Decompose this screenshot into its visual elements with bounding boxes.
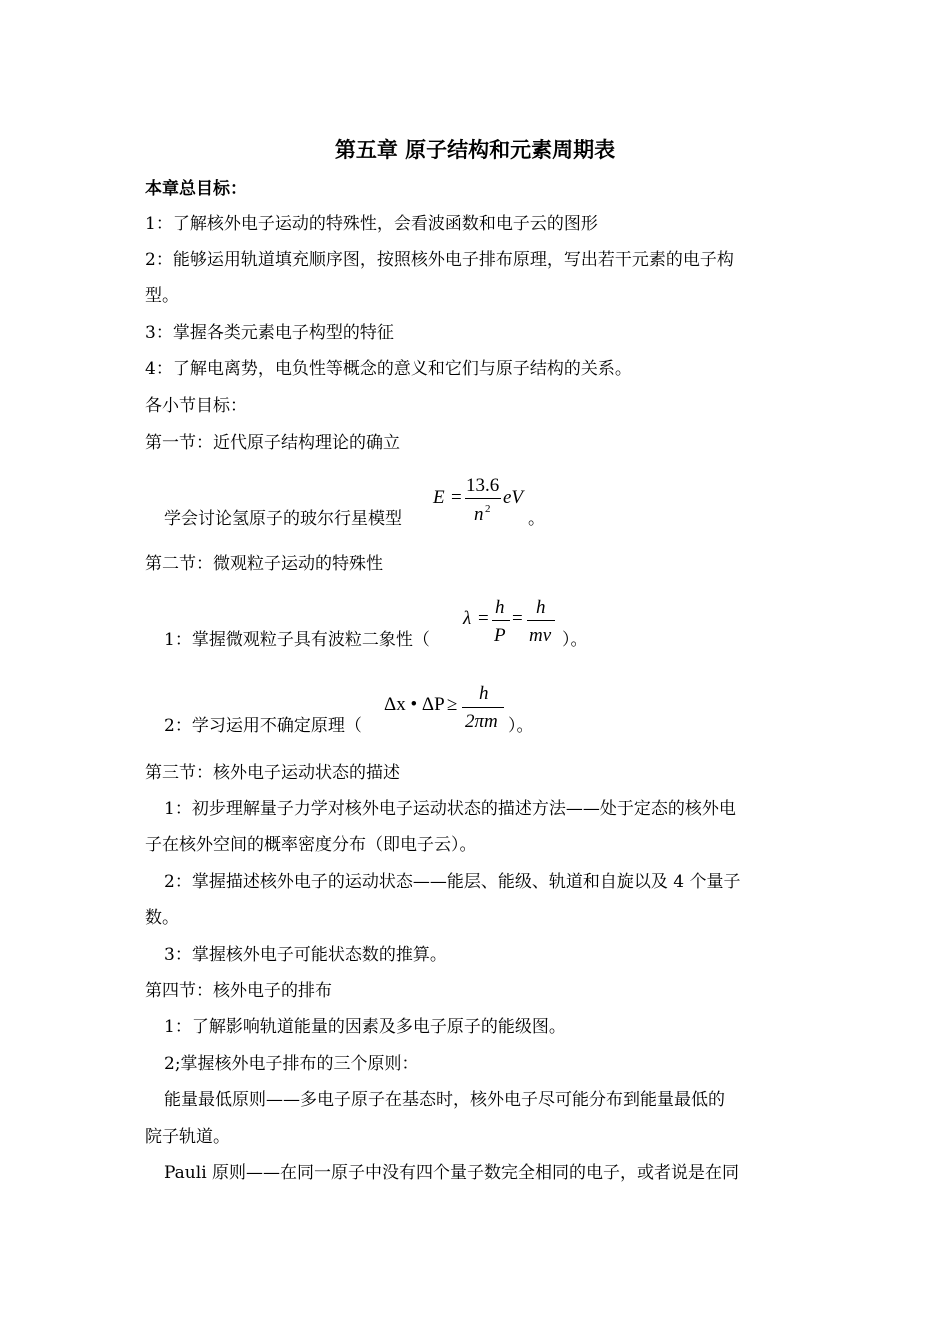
formula-numerator: h (495, 597, 505, 618)
goal-line: 4：了解电离势，电负性等概念的意义和它们与原子结构的关系。 (145, 359, 632, 379)
section-4-line: 院子轨道。 (145, 1127, 230, 1147)
section-3-line: 1：初步理解量子力学对核外电子运动状态的描述方法——处于定态的核外电 (164, 799, 736, 819)
fraction-bar (465, 498, 501, 499)
section-4-line: 1：了解影响轨道能量的因素及多电子原子的能级图。 (164, 1017, 566, 1037)
section-2-item-2: 2：学习运用不确定原理（ (164, 716, 362, 736)
sentence-end: ）。 (508, 716, 534, 736)
section-4-line: 能量最低原则——多电子原子在基态时，核外电子尽可能分布到能量最低的 (164, 1090, 725, 1110)
goal-line: 型。 (145, 286, 179, 306)
formula-denominator: P (494, 625, 506, 646)
section-3-line: 3：掌握核外电子可能状态数的推算。 (164, 945, 447, 965)
section-4-line: Pauli 原则——在同一原子中没有四个量子数完全相同的电子，或者说是在同 (164, 1163, 740, 1183)
formula-numerator: 13.6 (466, 475, 500, 496)
formula-numerator: h (479, 683, 489, 704)
formula-numerator: h (536, 597, 546, 618)
section-3-line: 子在核外空间的概率密度分布（即电子云）。 (145, 835, 477, 855)
formula-geq: ≥ (447, 694, 458, 715)
formula-denominator: mv (529, 625, 552, 646)
section-4-line: 2;掌握核外电子排布的三个原则： (164, 1054, 419, 1074)
section-2-heading: 第二节：微观粒子运动的特殊性 (145, 554, 383, 574)
formula-equals: = (478, 608, 489, 629)
formula-lhs: λ (463, 608, 472, 629)
formula-lhs: E (433, 487, 445, 508)
formula-lhs: Δx • ΔP (384, 694, 445, 715)
fraction-bar (462, 707, 504, 708)
formula-denominator: n (474, 504, 484, 525)
sentence-end: 。 (528, 509, 545, 529)
goal-line: 1：了解核外电子运动的特殊性，会看波函数和电子云的图形 (145, 214, 598, 234)
section-1-heading: 第一节：近代原子结构理论的确立 (145, 433, 400, 453)
formula-unit: eV (503, 487, 524, 508)
section-goals-heading: 各小节目标： (145, 396, 247, 416)
section-1-item: 学会讨论氢原子的玻尔行星模型 (164, 509, 402, 529)
formula-equals: = (451, 487, 462, 508)
chapter-title: 第五章 原子结构和元素周期表 (334, 138, 616, 162)
section-3-line: 2：掌握描述核外电子的运动状态——能层、能级、轨道和自旋以及 4 个量子 (164, 872, 741, 892)
fraction-bar (527, 620, 555, 621)
formula-exponent: 2 (485, 503, 491, 515)
formula-denominator: 2πm (465, 711, 498, 732)
goal-line: 2：能够运用轨道填充顺序图，按照核外电子排布原理，写出若干元素的电子构 (145, 250, 734, 270)
section-3-heading: 第三节：核外电子运动状态的描述 (145, 763, 400, 783)
section-4-heading: 第四节：核外电子的排布 (145, 981, 332, 1001)
sentence-end: ）。 (562, 630, 588, 650)
goals-heading: 本章总目标： (145, 179, 247, 199)
formula-equals: = (512, 608, 523, 629)
goal-line: 3：掌握各类元素电子构型的特征 (145, 323, 394, 343)
section-2-item-1: 1：掌握微观粒子具有波粒二象性（ (164, 630, 430, 650)
section-3-line: 数。 (145, 908, 179, 928)
fraction-bar (492, 620, 510, 621)
